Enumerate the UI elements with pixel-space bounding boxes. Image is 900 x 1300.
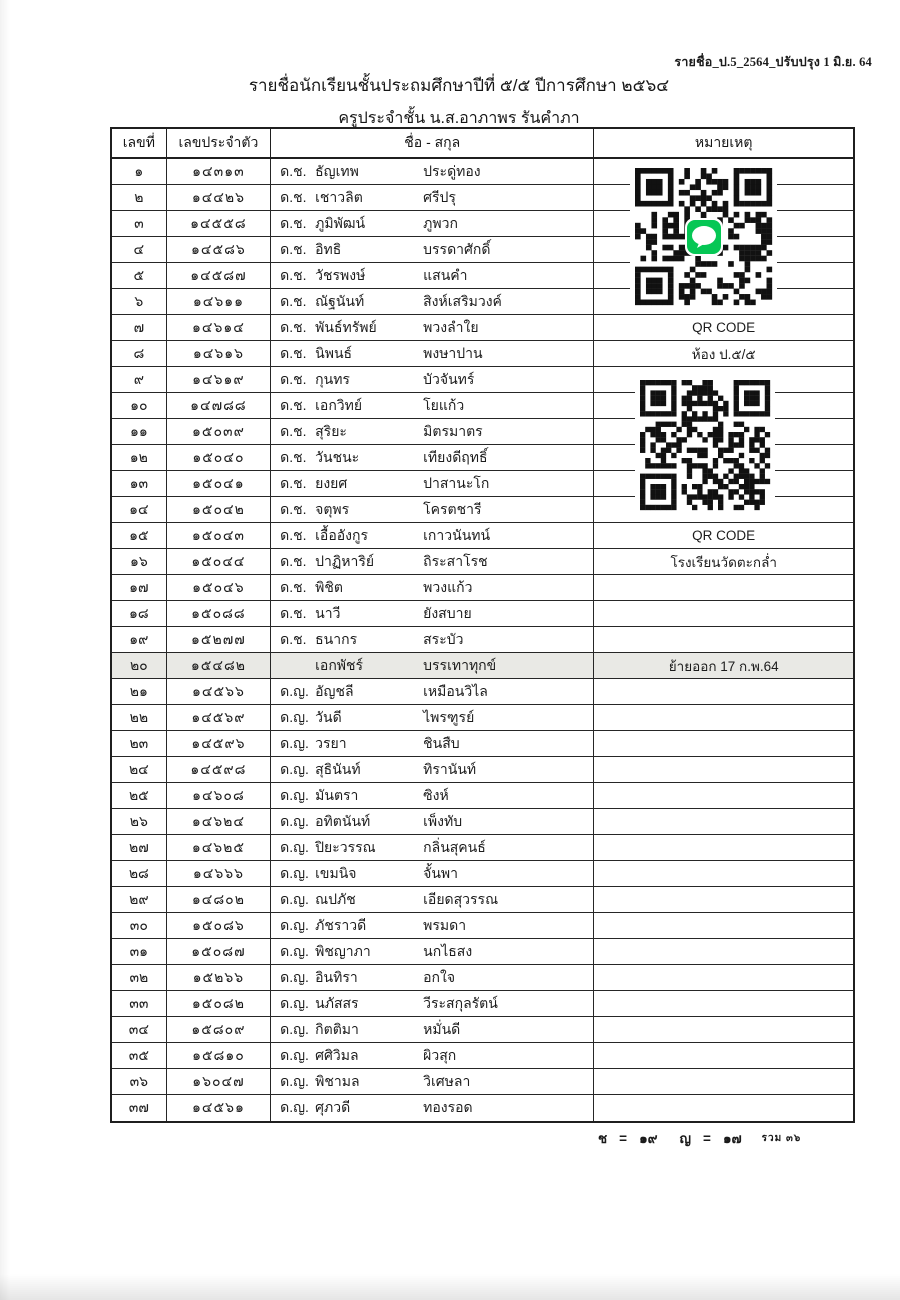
remark-cell — [594, 679, 853, 704]
name-prefix: ด.ญ. — [280, 838, 309, 855]
student-name-cell — [271, 1017, 594, 1042]
last-name: เทียงดีฤทธิ์ — [423, 448, 488, 465]
student-name-cell — [271, 809, 594, 834]
student-name-cell — [271, 601, 594, 626]
name-prefix: ด.ช. — [280, 578, 307, 595]
student-name-cell — [271, 653, 594, 678]
last-name: สระบัว — [423, 630, 464, 647]
student-id: ๑๔๖๖๖ — [167, 861, 271, 886]
last-name: เพ็งทับ — [423, 812, 463, 829]
name-prefix: ด.ญ. — [280, 1072, 309, 1089]
remark-cell — [594, 887, 853, 912]
student-name-cell — [271, 211, 594, 236]
remark-cell — [594, 835, 853, 860]
first-name: วัชรพงษ์ — [315, 266, 366, 283]
name-prefix: ด.ช. — [280, 318, 307, 335]
student-name-cell — [271, 757, 594, 782]
line-qr-code — [630, 163, 777, 310]
remark-cell: QR CODE — [692, 528, 756, 543]
row-number: ๔ — [112, 237, 167, 262]
first-name: วันชนะ — [315, 448, 360, 465]
table-row — [112, 653, 853, 679]
name-prefix: ด.ญ. — [280, 682, 309, 699]
student-name-cell — [271, 237, 594, 262]
equals-sign: = — [619, 1130, 628, 1146]
name-prefix: ด.ช. — [280, 344, 307, 361]
last-name: พวงลำใย — [423, 318, 479, 335]
last-name: ชินสืบ — [423, 734, 460, 751]
first-name: ปิยะวรรณ — [315, 838, 376, 855]
student-name-cell — [271, 341, 594, 366]
row-number: ๒๓ — [112, 731, 167, 756]
table-row — [112, 679, 853, 705]
equals-sign: = — [703, 1130, 711, 1146]
student-id: ๑๕๒๗๗ — [167, 627, 271, 652]
student-id: ๑๔๖๑๔ — [167, 315, 271, 340]
first-name: วรยา — [315, 734, 347, 751]
student-id: ๑๔๓๑๓ — [167, 159, 271, 184]
name-prefix: ด.ช. — [280, 552, 307, 569]
student-name-cell — [271, 263, 594, 288]
row-number: ๒๕ — [112, 783, 167, 808]
page-title: รายชื่อนักเรียนชั้นประถมศึกษาปีที่ ๕/๕ ปีการศึกษา ๒๕๖๔ — [248, 76, 670, 95]
remark-cell — [594, 965, 853, 990]
remark-cell — [594, 575, 853, 600]
last-name: เหมือนวิไล — [423, 682, 488, 699]
first-name: พิชามล — [315, 1072, 360, 1089]
name-prefix: ด.ญ. — [280, 1046, 309, 1063]
student-id: ๑๔๖๒๔ — [167, 809, 271, 834]
student-id: ๑๔๗๘๘ — [167, 393, 271, 418]
row-number: ๑๓ — [112, 471, 167, 496]
last-name: เอียดสุวรรณ — [423, 890, 499, 907]
name-prefix: ด.ช. — [280, 370, 307, 387]
table-row — [112, 523, 853, 549]
student-id: ๑๖๐๔๗ — [167, 1069, 271, 1094]
student-id: ๑๕๐๘๒ — [167, 991, 271, 1016]
last-name: แสนคำ — [423, 266, 468, 283]
last-name: ทองรอด — [423, 1099, 473, 1115]
first-name: กุนทร — [315, 370, 350, 387]
student-id: ๑๔๕๙๖ — [167, 731, 271, 756]
first-name: จตุพร — [315, 500, 350, 517]
table-row — [112, 627, 853, 653]
remark-cell — [594, 601, 853, 626]
row-number: ๓๑ — [112, 939, 167, 964]
line-app-icon — [684, 217, 724, 257]
teacher-subtitle: ครูประจำชั้น น.ส.อาภาพร รันคำภา — [338, 110, 580, 127]
last-name: ไพรฑูรย์ — [423, 708, 475, 725]
first-name: อทิตนันท์ — [315, 812, 371, 829]
student-name-cell — [271, 445, 594, 470]
table-row — [112, 887, 853, 913]
first-name: ภูมิพัฒน์ — [315, 214, 366, 231]
last-name: พรมดา — [423, 916, 467, 933]
student-id: ๑๔๘๐๒ — [167, 887, 271, 912]
table-row — [112, 575, 853, 601]
remark-cell: โรงเรียนวัดตะกล่ำ — [670, 554, 777, 570]
last-name: บรรดาศักดิ์ — [423, 240, 491, 257]
last-name: ปาสานะโก — [423, 474, 490, 491]
first-name: มันตรา — [315, 786, 359, 803]
row-number: ๑๖ — [112, 549, 167, 574]
first-name: สุริยะ — [315, 422, 347, 439]
student-name-cell — [271, 835, 594, 860]
last-name: มิตรมาตร — [423, 422, 483, 439]
student-id: ๑๔๔๒๖ — [167, 185, 271, 210]
last-name: บรรเทาทุกข์ — [423, 656, 497, 673]
first-name: อิทธิ — [315, 240, 342, 257]
table-row — [112, 965, 853, 991]
last-name: พงษาปาน — [423, 344, 483, 361]
row-number: ๓๗ — [112, 1095, 167, 1121]
row-number: ๓ — [112, 211, 167, 236]
table-row — [112, 341, 853, 367]
first-name: นาวี — [315, 604, 341, 621]
row-number: ๒๒ — [112, 705, 167, 730]
student-name-cell — [271, 419, 594, 444]
name-prefix: ด.ช. — [280, 188, 307, 205]
student-id: ๑๕๐๘๖ — [167, 913, 271, 938]
first-name: เอกวิทย์ — [315, 396, 363, 413]
student-name-cell — [271, 861, 594, 886]
name-prefix: ด.ช. — [280, 240, 307, 257]
student-id: ๑๔๖๒๕ — [167, 835, 271, 860]
remark-cell — [594, 991, 853, 1016]
student-name-cell — [271, 965, 594, 990]
first-name: ณปภัช — [315, 890, 356, 907]
student-name-cell — [271, 991, 594, 1016]
last-name: ภูพวก — [423, 214, 458, 231]
table-row — [112, 913, 853, 939]
scan-edge-shadow-left — [0, 0, 10, 1300]
name-prefix: ด.ช. — [280, 422, 307, 439]
student-name-cell — [271, 497, 594, 522]
student-name-cell — [271, 705, 594, 730]
row-number: ๒ — [112, 185, 167, 210]
first-name: เอื้ออังกูร — [315, 526, 368, 543]
student-id: ๑๕๐๔๖ — [167, 575, 271, 600]
table-row — [112, 991, 853, 1017]
first-name: นภัสสร — [315, 994, 359, 1011]
name-prefix: ด.ญ. — [280, 812, 309, 829]
row-number: ๖ — [112, 289, 167, 314]
row-number: ๑๔ — [112, 497, 167, 522]
row-number: ๒๔ — [112, 757, 167, 782]
remark-cell — [594, 1095, 853, 1121]
student-name-cell — [271, 315, 594, 340]
header-student-id: เลขประจำตัว — [167, 129, 271, 157]
table-row — [112, 861, 853, 887]
remark-cell — [594, 627, 853, 652]
student-id: ๑๕๘๑๐ — [167, 1043, 271, 1068]
last-name: พวงแก้ว — [423, 578, 473, 595]
first-name: เอกพัชร์ — [315, 656, 364, 673]
student-id: ๑๔๖๑๙ — [167, 367, 271, 392]
name-prefix: ด.ช. — [280, 396, 307, 413]
student-id: ๑๕๐๔๒ — [167, 497, 271, 522]
remark-cell — [594, 757, 853, 782]
row-number: ๓๔ — [112, 1017, 167, 1042]
remark-cell — [594, 1017, 853, 1042]
remark-cell — [594, 1069, 853, 1094]
name-prefix: ด.ช. — [280, 214, 307, 231]
student-id: ๑๔๕๘๖ — [167, 237, 271, 262]
student-name-cell — [271, 887, 594, 912]
table-row — [112, 1043, 853, 1069]
first-name: กิตติมา — [315, 1020, 359, 1037]
student-name-cell — [271, 367, 594, 392]
name-prefix: ด.ญ. — [280, 890, 309, 907]
name-prefix: ด.ช. — [280, 448, 307, 465]
remark-cell — [594, 809, 853, 834]
first-name: ศุภวดี — [315, 1099, 351, 1115]
name-prefix: ด.ญ. — [280, 916, 309, 933]
student-name-cell — [271, 575, 594, 600]
name-prefix: ด.ช. — [280, 474, 307, 491]
last-name: ประดู่ทอง — [423, 162, 481, 179]
row-number: ๒๙ — [112, 887, 167, 912]
name-prefix: ด.ช. — [280, 266, 307, 283]
name-prefix: ด.ญ. — [280, 734, 309, 751]
remark-cell — [594, 705, 853, 730]
last-name: ยังสบาย — [423, 604, 472, 621]
first-name: นิพนธ์ — [315, 344, 353, 361]
row-number: ๓๕ — [112, 1043, 167, 1068]
header-remark: หมายเหตุ — [694, 134, 753, 150]
first-name: ยงยศ — [315, 474, 348, 491]
table-row — [112, 809, 853, 835]
name-prefix: ด.ช. — [280, 604, 307, 621]
name-prefix: ด.ช. — [280, 500, 307, 517]
header-number: เลขที่ — [112, 129, 167, 157]
table-row — [112, 601, 853, 627]
first-name: ภัชราวดี — [315, 916, 367, 933]
row-number: ๓๐ — [112, 913, 167, 938]
remark-cell: ย้ายออก 17 ก.พ.64 — [668, 658, 779, 674]
student-id: ๑๕๐๘๗ — [167, 939, 271, 964]
summary-footer — [598, 1127, 801, 1149]
first-name: อินทิรา — [315, 968, 358, 985]
last-name: อกใจ — [423, 968, 456, 985]
school-qr-code — [635, 375, 775, 515]
row-number: ๕ — [112, 263, 167, 288]
first-name: ณัฐนันท์ — [315, 292, 365, 309]
girls-count: ๑๗ — [722, 1131, 742, 1146]
name-prefix: ด.ช. — [280, 630, 307, 647]
first-name: พิชญาภา — [315, 942, 371, 959]
row-number: ๗ — [112, 315, 167, 340]
last-name: เกาวนันทน์ — [423, 526, 491, 543]
row-number: ๓๖ — [112, 1069, 167, 1094]
row-number: ๓๓ — [112, 991, 167, 1016]
student-id: ๑๕๔๘๒ — [167, 653, 271, 678]
name-prefix: ด.ญ. — [280, 968, 309, 985]
first-name: พิชิต — [315, 578, 343, 595]
student-id: ๑๔๕๙๘ — [167, 757, 271, 782]
last-name: วีระสกุลรัตน์ — [423, 994, 498, 1011]
last-name: กลิ่นสุคนธ์ — [423, 838, 486, 855]
last-name: ศรีปรุ — [423, 188, 456, 205]
name-prefix: ด.ญ. — [280, 864, 309, 881]
last-name: วิเศษลา — [423, 1072, 471, 1089]
first-name: ศศิวิมล — [315, 1046, 359, 1063]
name-prefix: ด.ช. — [280, 162, 307, 179]
name-prefix: ด.ญ. — [280, 1020, 309, 1037]
row-number: ๒๘ — [112, 861, 167, 886]
remark-cell — [594, 913, 853, 938]
name-prefix: ด.ช. — [280, 526, 307, 543]
student-id: ๑๔๖๐๘ — [167, 783, 271, 808]
last-name: หมั่นดี — [423, 1020, 461, 1037]
table-row — [112, 783, 853, 809]
table-row — [112, 1069, 853, 1095]
remark-cell — [594, 939, 853, 964]
table-row — [112, 315, 853, 341]
first-name: สุธินันท์ — [315, 760, 361, 777]
row-number: ๑๐ — [112, 393, 167, 418]
remark-cell — [594, 861, 853, 886]
student-id: ๑๕๒๖๖ — [167, 965, 271, 990]
remark-cell: QR CODE — [692, 320, 756, 335]
table-row — [112, 835, 853, 861]
student-id: ๑๔๕๖๖ — [167, 679, 271, 704]
student-id: ๑๔๖๑๑ — [167, 289, 271, 314]
student-name-cell — [271, 731, 594, 756]
student-name-cell — [271, 549, 594, 574]
first-name: อัญชลี — [315, 682, 354, 699]
first-name: พันธ์ทรัพย์ — [315, 318, 377, 335]
student-name-cell — [271, 913, 594, 938]
student-id: ๑๕๐๘๘ — [167, 601, 271, 626]
row-number: ๒๑ — [112, 679, 167, 704]
student-id: ๑๔๕๘๗ — [167, 263, 271, 288]
header-name: ชื่อ - สกุล — [271, 129, 594, 157]
student-name-cell — [271, 523, 594, 548]
remark-cell: ห้อง ป.๕/๕ — [691, 346, 756, 362]
student-id: ๑๔๕๖๑ — [167, 1095, 271, 1121]
row-number: ๘ — [112, 341, 167, 366]
table-row — [112, 1095, 853, 1121]
name-prefix: ด.ญ. — [280, 786, 309, 803]
doc-version-label: รายชื่อ_ป.5_2564_ปรับปรุง 1 มิ.ย. 64 — [674, 55, 872, 69]
student-name-cell — [271, 1069, 594, 1094]
student-id: ๑๕๐๔๓ — [167, 523, 271, 548]
student-id: ๑๕๐๓๙ — [167, 419, 271, 444]
boys-label: ช — [598, 1131, 608, 1146]
last-name: สิงห์เสริมวงค์ — [423, 292, 502, 309]
last-name: โยแก้ว — [423, 396, 465, 413]
first-name: เขมนิจ — [315, 864, 357, 881]
table-row — [112, 757, 853, 783]
table-row — [112, 939, 853, 965]
table-header-row — [112, 129, 853, 159]
student-name-cell — [271, 1095, 594, 1121]
last-name: ผิวสุก — [423, 1046, 457, 1063]
name-prefix: ด.ญ. — [280, 994, 309, 1011]
name-prefix: ด.ช. — [280, 292, 307, 309]
row-number: ๑๙ — [112, 627, 167, 652]
student-id: ๑๕๘๐๙ — [167, 1017, 271, 1042]
first-name: ธัญเทพ — [315, 162, 359, 179]
first-name: ปาฏิหาริย์ — [315, 552, 375, 569]
row-number: ๑ — [112, 159, 167, 184]
boys-count: ๑๙ — [639, 1131, 658, 1146]
last-name: โครตชารี — [423, 500, 482, 517]
student-name-cell — [271, 939, 594, 964]
student-name-cell — [271, 1043, 594, 1068]
last-name: นกไธสง — [423, 942, 473, 959]
student-id: ๑๕๐๔๑ — [167, 471, 271, 496]
student-name-cell — [271, 679, 594, 704]
table-row — [112, 1017, 853, 1043]
row-number: ๒๐ — [112, 653, 167, 678]
row-number: ๒๗ — [112, 835, 167, 860]
student-id: ๑๔๖๑๖ — [167, 341, 271, 366]
scan-edge-shadow — [0, 1274, 900, 1300]
row-number: ๙ — [112, 367, 167, 392]
table-row — [112, 705, 853, 731]
student-id: ๑๔๕๕๘ — [167, 211, 271, 236]
student-name-cell — [271, 185, 594, 210]
last-name: ซิงห์ — [423, 786, 449, 803]
last-name: ทิรานันท์ — [423, 760, 477, 777]
name-prefix: ด.ญ. — [280, 942, 309, 959]
last-name: จั้นพา — [423, 864, 459, 881]
row-number: ๑๕ — [112, 523, 167, 548]
row-number: ๑๒ — [112, 445, 167, 470]
row-number: ๑๗ — [112, 575, 167, 600]
first-name: ธนากร — [315, 630, 358, 647]
last-name: บัวจันทร์ — [423, 370, 475, 387]
row-number: ๒๖ — [112, 809, 167, 834]
name-prefix: ด.ญ. — [280, 1099, 309, 1115]
student-roster-table — [110, 127, 855, 1123]
student-id: ๑๕๐๔๐ — [167, 445, 271, 470]
table-row — [112, 731, 853, 757]
row-number: ๓๒ — [112, 965, 167, 990]
name-prefix: ด.ญ. — [280, 760, 309, 777]
student-name-cell — [271, 159, 594, 184]
student-name-cell — [271, 783, 594, 808]
student-name-cell — [271, 289, 594, 314]
remark-cell — [594, 783, 853, 808]
student-id: ๑๔๕๖๙ — [167, 705, 271, 730]
row-number: ๑๘ — [112, 601, 167, 626]
table-row — [112, 549, 853, 575]
student-id: ๑๕๐๔๔ — [167, 549, 271, 574]
row-number: ๑๑ — [112, 419, 167, 444]
remark-cell — [594, 1043, 853, 1068]
last-name: ถิระสาโรช — [423, 552, 488, 569]
student-name-cell — [271, 471, 594, 496]
remark-cell — [594, 731, 853, 756]
total-count: รวม ๓๖ — [761, 1132, 802, 1144]
student-name-cell — [271, 393, 594, 418]
student-name-cell — [271, 627, 594, 652]
name-prefix: ด.ญ. — [280, 708, 309, 725]
girls-label: ญ — [679, 1131, 692, 1146]
first-name: วันดี — [315, 708, 342, 725]
first-name: เชาวลิต — [315, 188, 363, 205]
